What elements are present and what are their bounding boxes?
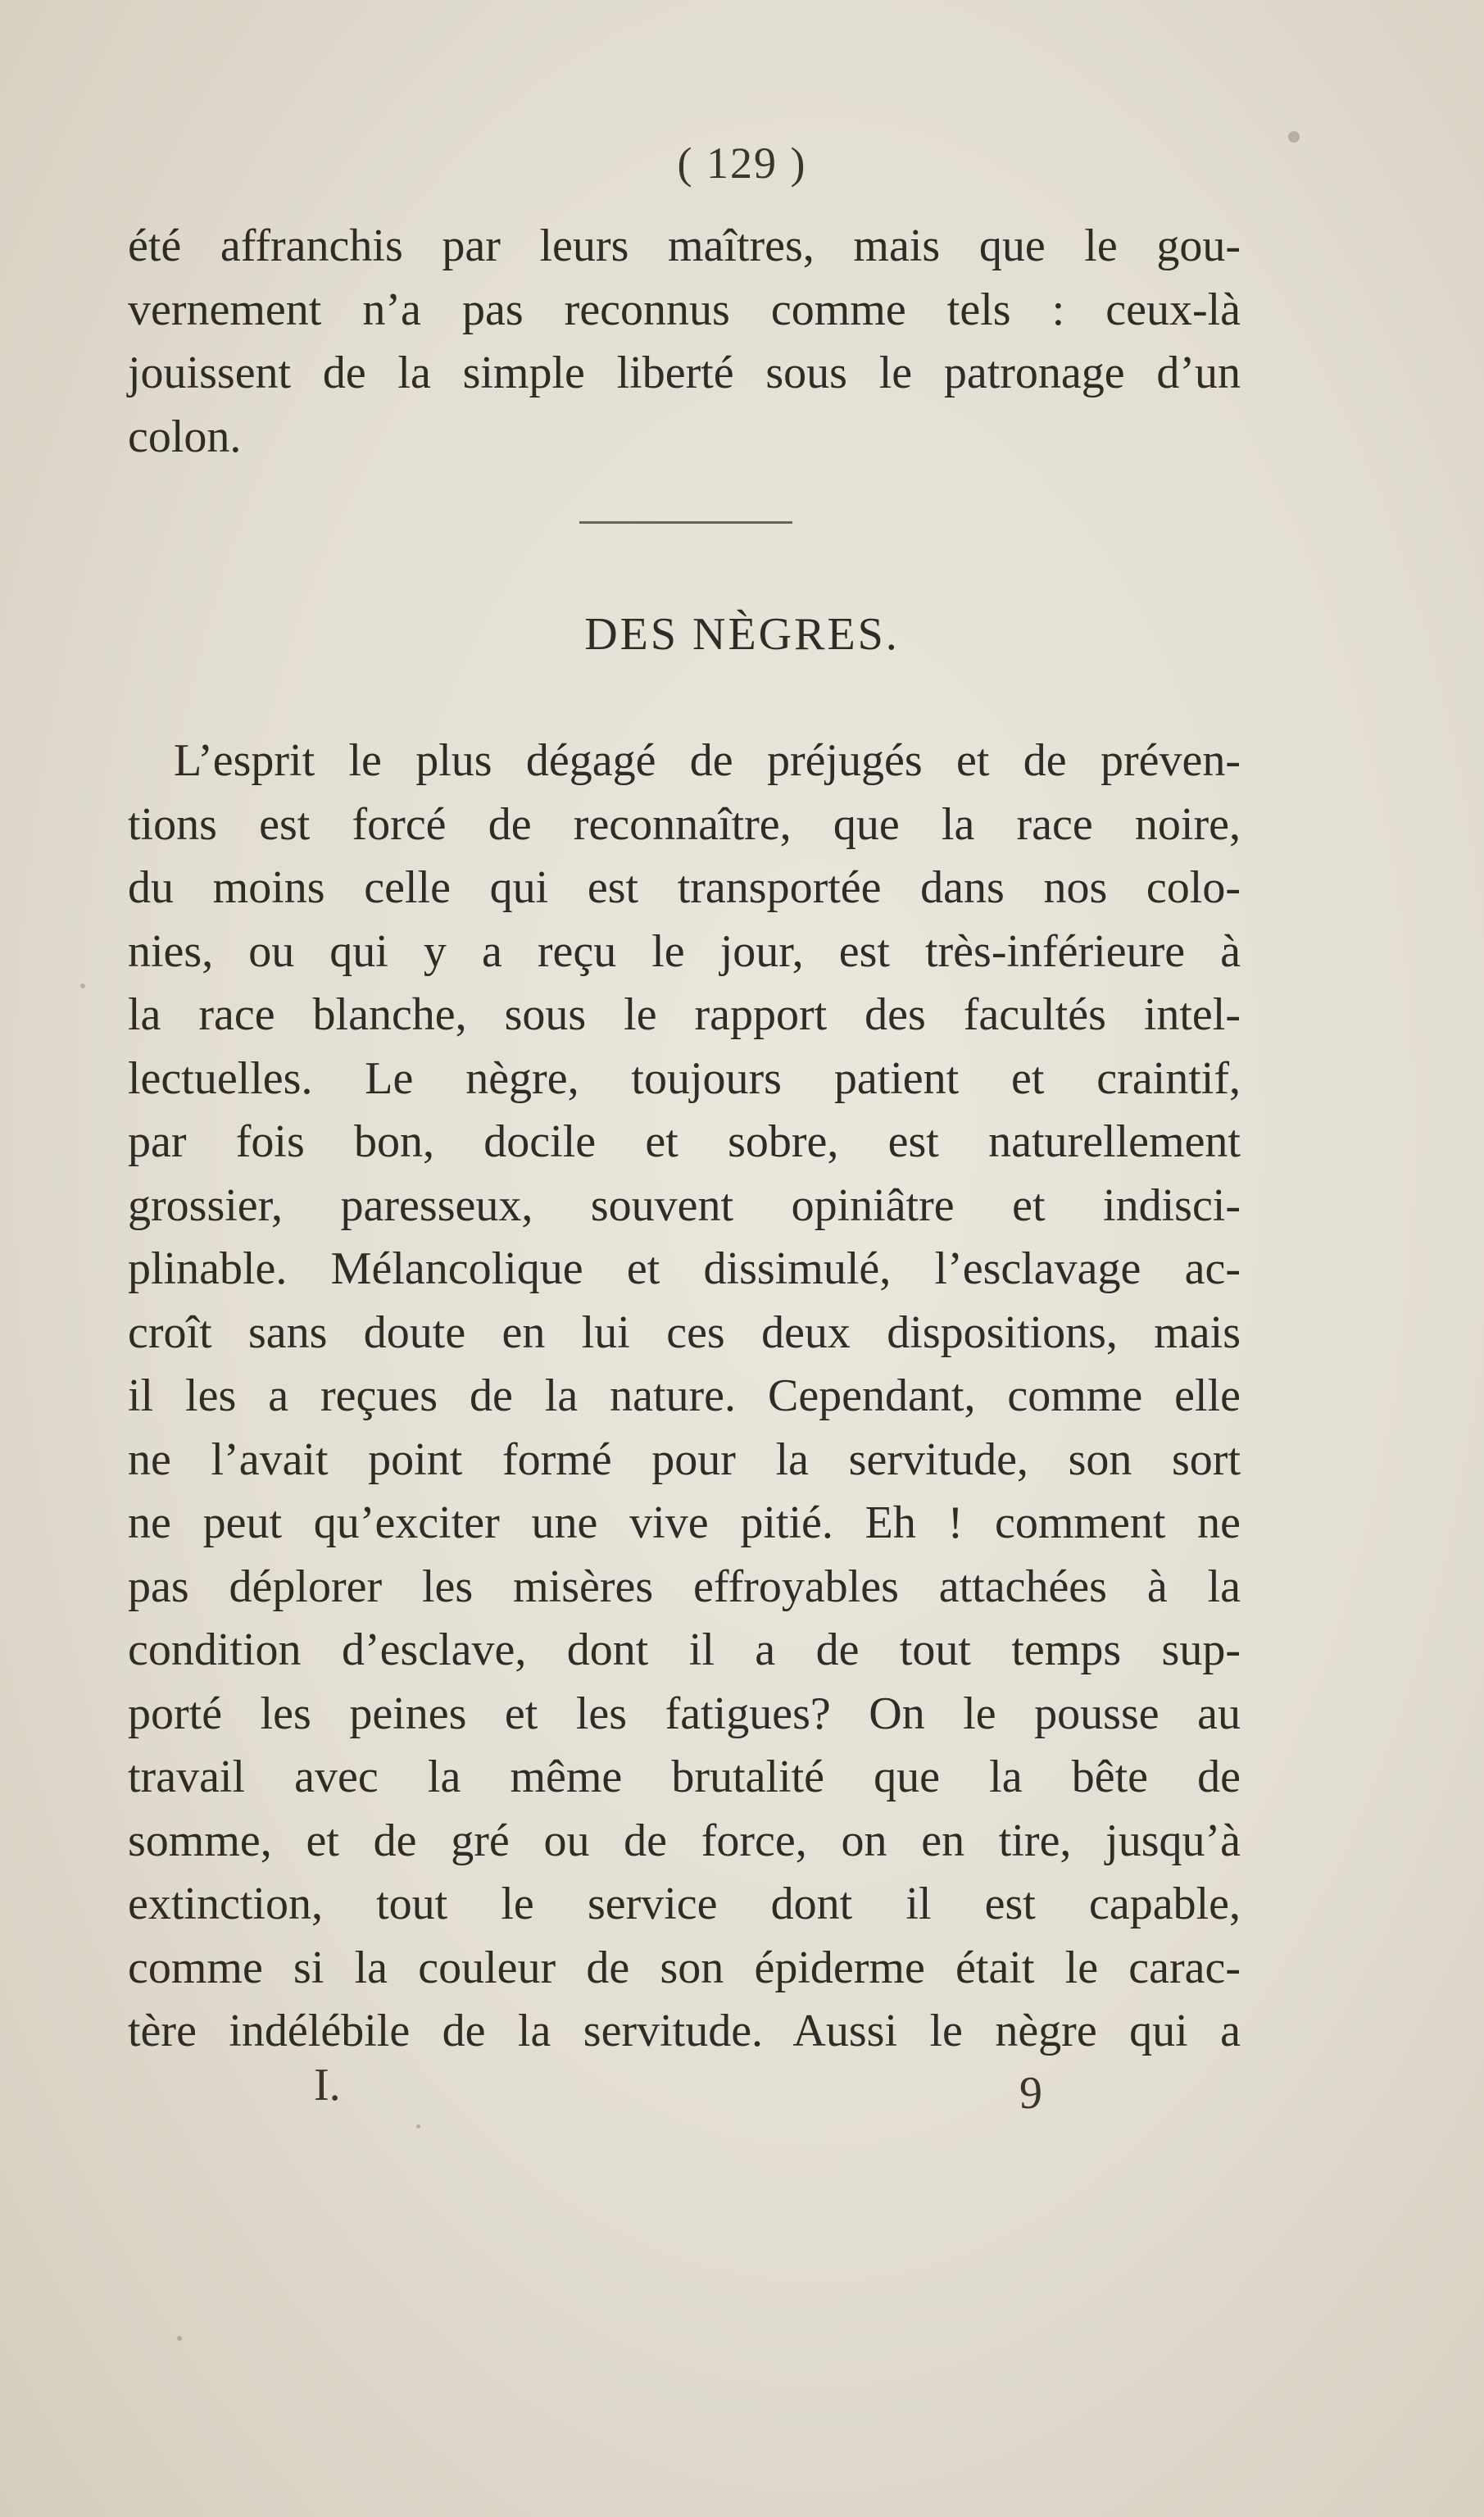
signature-mark: I. xyxy=(314,2060,341,2110)
paper-speck xyxy=(416,2124,420,2129)
text-line: tère indélébile de la servitude. Aussi le nègre qui a xyxy=(128,2006,1241,2056)
text-line: jouissent de la simple liberté sous le patronage d’un xyxy=(128,348,1241,398)
text-line: il les a reçues de la nature. Cependant, comme elle xyxy=(128,1370,1241,1421)
text-line: grossier, paresseux, souvent opiniâtre et indisci- xyxy=(128,1179,1241,1231)
text-line: extinction, tout le service dont il est capable, xyxy=(128,1879,1241,1929)
text-line: somme, et de gré ou de force, on en tire, jusqu’à xyxy=(128,1815,1241,1866)
text-line: du moins celle qui est transportée dans nos colo- xyxy=(128,862,1241,913)
body-paragraph xyxy=(128,729,1241,2064)
text-line: ne l’avait point formé pour la servitude, son sort xyxy=(128,1433,1241,1485)
text-line: croît sans doute en lui ces deux dispositions, mais xyxy=(128,1306,1241,1358)
text-line: nies, ou qui y a reçu le jour, est très-inférieure à xyxy=(128,925,1241,977)
text-line: pas déplorer les misères effroyables attachées à la xyxy=(128,1561,1241,1612)
text-line: ne peut qu’exciter une vive pitié. Eh ! comment ne xyxy=(128,1497,1241,1548)
text-line: condition d’esclave, dont il a de tout temps sup- xyxy=(128,1624,1241,1675)
text-line: la race blanche, sous le rapport des facultés intel- xyxy=(128,989,1241,1040)
text-line: porté les peines et les fatigues? On le pousse au xyxy=(128,1688,1241,1739)
text-line: été affranchis par leurs maîtres, mais que le gou- xyxy=(128,220,1241,271)
text-line: L’esprit le plus dégagé de préjugés et de préven- xyxy=(174,735,1241,786)
text-line: comme si la couleur de son épiderme était le carac- xyxy=(128,1942,1241,1993)
text-line: tions est forcé de reconnaître, que la race noire, xyxy=(128,798,1241,850)
paper-speck xyxy=(177,2336,182,2341)
page-number: ( 129 ) xyxy=(677,139,807,188)
text-line: plinable. Mélancolique et dissimulé, l’esclavage ac- xyxy=(128,1243,1241,1294)
section-divider-rule xyxy=(579,521,792,524)
text-line: lectuelles. Le nègre, toujours patient et craintif, xyxy=(128,1052,1241,1104)
section-title: DES NÈGRES. xyxy=(584,609,900,660)
folio-mark: 9 xyxy=(1019,2068,1042,2119)
text-line: travail avec la même brutalité que la bête de xyxy=(128,1751,1241,1802)
text-line: colon. xyxy=(128,411,242,462)
text-line: par fois bon, docile et sobre, est naturellement xyxy=(128,1116,1241,1167)
paper-speck xyxy=(80,984,85,988)
text-line: vernement n’a pas reconnus comme tels : ceux-là xyxy=(128,284,1241,335)
continuation-paragraph xyxy=(128,215,1241,469)
